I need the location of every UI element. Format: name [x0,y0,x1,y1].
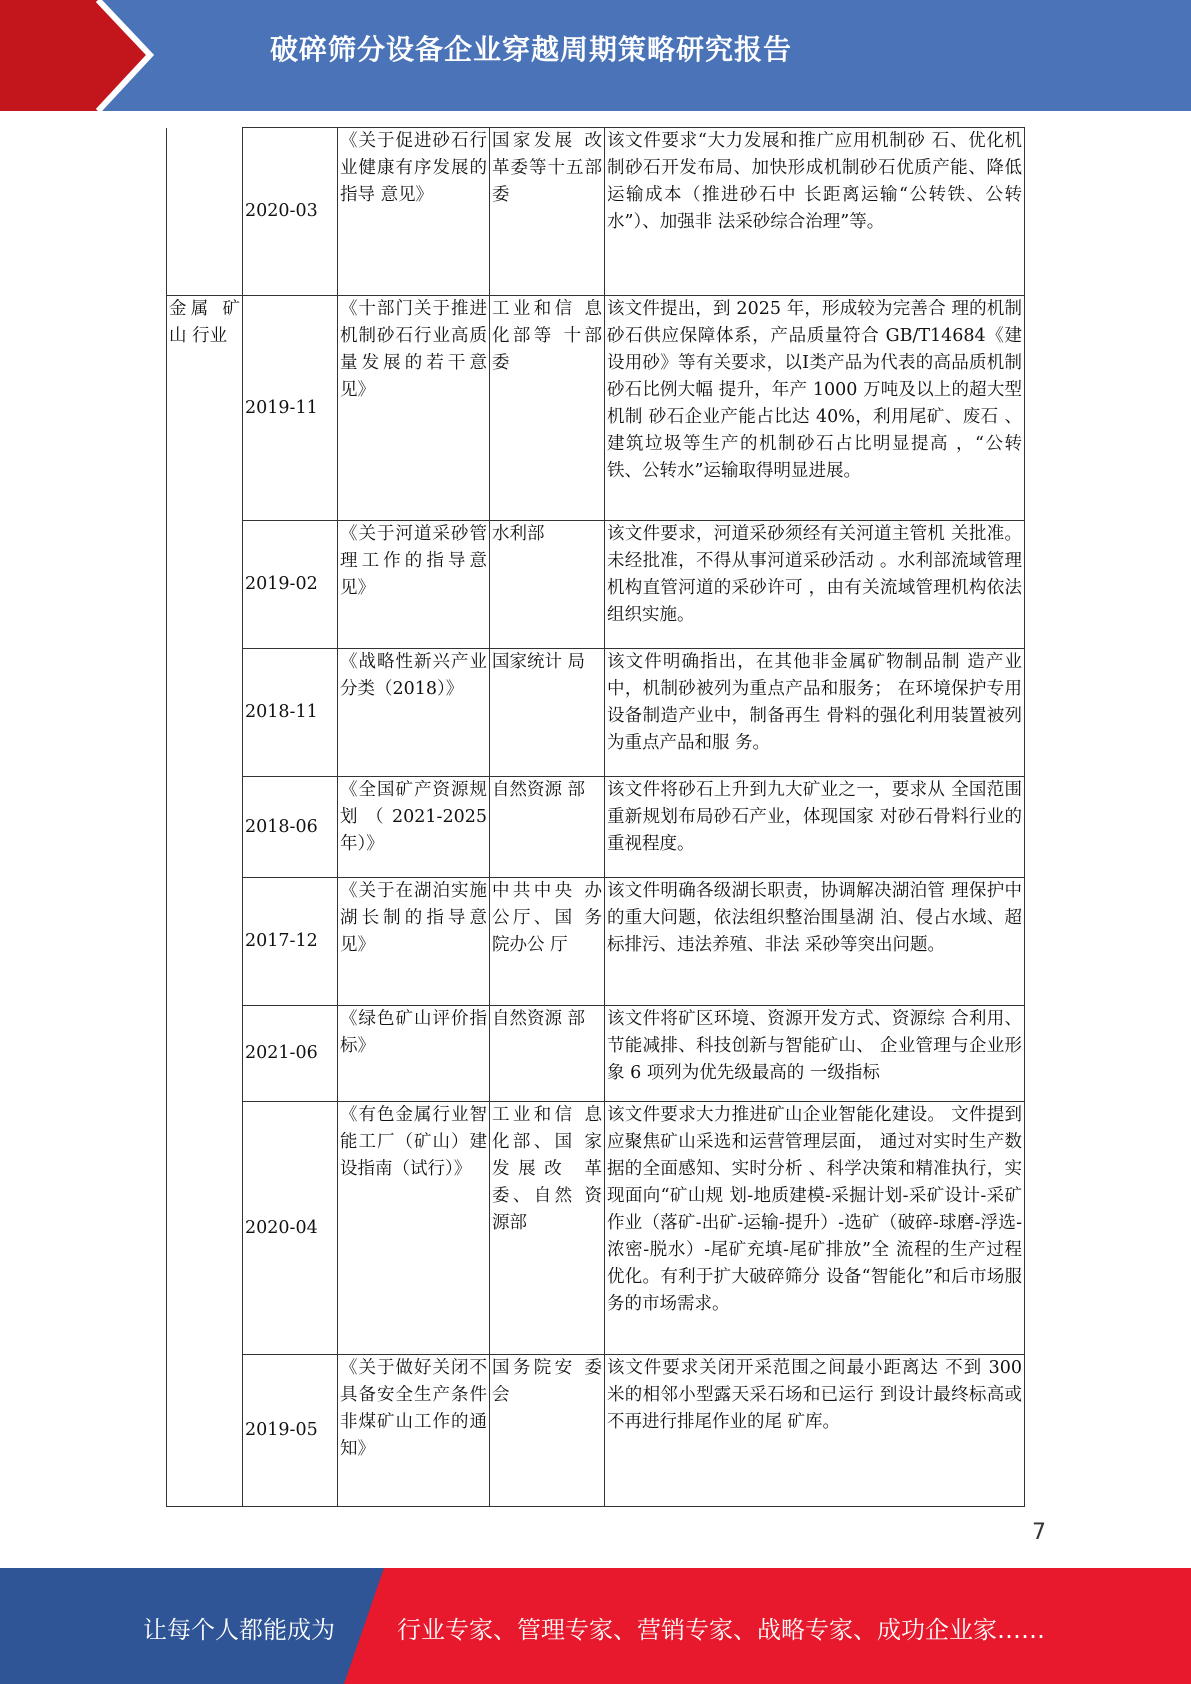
table-row [167,128,1025,296]
document-cell: 《绿色矿山评价指标》 [338,1006,490,1102]
issuer-cell: 中共中央 办公厅、国 务院办公 厅 [490,878,605,1006]
content-cell: 该文件将砂石上升到九大矿业之一，要求从 全国范围重新规划布局砂石产业，体现国家 对砂石骨料行业的重视程度。 [605,777,1025,878]
content-cell: 该文件将矿区环境、资源开发方式、资源综 合利用、节能减排、科技创新与智能矿山、 企业管理与企业形象 6 项列为优先级最高的 一级指标 [605,1006,1025,1102]
date-cell: 2019-05 [243,1355,338,1507]
table-row [167,1102,1025,1355]
content-cell: 该文件要求“大力发展和推广应用机制砂 石、优化机制砂石开发布局、加快形成机制砂石优质产能、降低运输成本（推进砂石中 长距离运输“公转铁、公转水”）、加强非 法采砂综合治理”等。 [605,128,1025,296]
footer-slogan-left: 让每个人都能成为 [143,1616,335,1644]
date-cell: 2020-04 [243,1102,338,1355]
date-cell: 2018-11 [243,649,338,777]
category-label: 金属 矿山 行业 [169,299,240,346]
policy-table [166,127,1025,1507]
issuer-cell: 国家发展 改革委等十五部委 [490,128,605,296]
content-cell: 该文件要求大力推进矿山企业智能化建设。 文件提到应聚焦矿山采选和运营管理层面， 通过对实时生产数据的全面感知、实时分析 、科学决策和精准执行，实现面向“矿山规 划-地质建模-采掘计划-采矿设计-采矿作业（落矿-出矿-运输-提升）-选矿（破碎-球磨-浮选-浓密-脱水）-尾矿充填-尾矿排放”全 流程的生产过程优化。有利于扩大破碎筛分 设备“智能化”和后市场服务的市场需求。 [605,1102,1025,1355]
table-row [167,1355,1025,1507]
issuer-cell: 工业和信 息化部、国 家发展改 革委、自然 资源部 [490,1102,605,1355]
content-cell: 该文件要求关闭开采范围之间最小距离达 不到 300 米的相邻小型露天采石场和已运行 到设计最终标高或不再进行排尾作业的尾 矿库。 [605,1355,1025,1507]
header-chevron-icon [0,0,160,111]
table-row [167,878,1025,1006]
date-cell: 2017-12 [243,878,338,1006]
issuer-cell: 国务院安 委会 [490,1355,605,1507]
document-cell: 《关于河道采砂管理工作的指导意见》 [338,521,490,649]
issuer-cell: 水利部 [490,521,605,649]
content-cell: 该文件提出，到 2025 年，形成较为完善合 理的机制砂石供应保障体系，产品质量符合 GB/T14684《建设用砂》等有关要求，以Ⅰ类产品为代表的高品质机制砂石比例大幅 提升，年产 1000 万吨及以上的超大型机制 砂石企业产能占比达 40%，利用尾矿、废石 、建筑垃圾等生产的机制砂石占比明显提高 ，“公转铁、公转水”运输取得明显进展。 [605,296,1025,521]
document-cell: 《关于促进砂石行业健康有序发展的指导 意见》 [338,128,490,296]
table-row [167,521,1025,649]
category-cell-empty [167,128,243,296]
page-number: 7 [1032,1520,1046,1545]
content-cell: 该文件要求，河道采砂须经有关河道主管机 关批准。未经批准，不得从事河道采砂活动 。水利部流域管理机构直管河道的采砂许可 ，由有关流域管理机构依法组织实施。 [605,521,1025,649]
category-cell [167,296,243,1507]
date-cell: 2020-03 [243,128,338,296]
date-cell: 2018-06 [243,777,338,878]
content-cell: 该文件明确指出，在其他非金属矿物制品制 造产业中，机制砂被列为重点产品和服务； 在环境保护专用设备制造产业中，制备再生 骨料的强化利用装置被列为重点产品和服 务。 [605,649,1025,777]
policy-table-container [166,127,1024,1507]
issuer-cell: 自然资源 部 [490,1006,605,1102]
issuer-cell: 自然资源 部 [490,777,605,878]
document-cell: 《有色金属行业智能工厂（矿山）建设指南（试行）》 [338,1102,490,1355]
document-cell: 《战略性新兴产业分类（2018）》 [338,649,490,777]
table-row [167,1006,1025,1102]
document-cell: 《关于做好关闭不具备安全生产条件非煤矿山工作的通知》 [338,1355,490,1507]
document-cell: 《全国矿产资源规划（2021-2025 年）》 [338,777,490,878]
document-cell: 《关于在湖泊实施湖长制的指导意见》 [338,878,490,1006]
issuer-cell: 工业和信 息化部等 十部委 [490,296,605,521]
date-cell: 2019-02 [243,521,338,649]
footer-slogan-right: 行业专家、管理专家、营销专家、战略专家、成功企业家…… [397,1616,1045,1644]
table-row [167,649,1025,777]
issuer-cell: 国家统计 局 [490,649,605,777]
content-cell: 该文件明确各级湖长职责，协调解决湖泊管 理保护中的重大问题，依法组织整治围垦湖 泊、侵占水域、超标排污、违法养殖、非法 采砂等突出问题。 [605,878,1025,1006]
document-cell: 《十部门关于推进机制砂石行业高质量发展的若干意见》 [338,296,490,521]
page-header [0,0,1191,111]
date-cell: 2021-06 [243,1006,338,1102]
table-row [167,777,1025,878]
report-title: 破碎筛分设备企业穿越周期策略研究报告 [270,33,793,66]
page-footer [0,1568,1191,1684]
table-row [167,296,1025,521]
date-cell: 2019-11 [243,296,338,521]
